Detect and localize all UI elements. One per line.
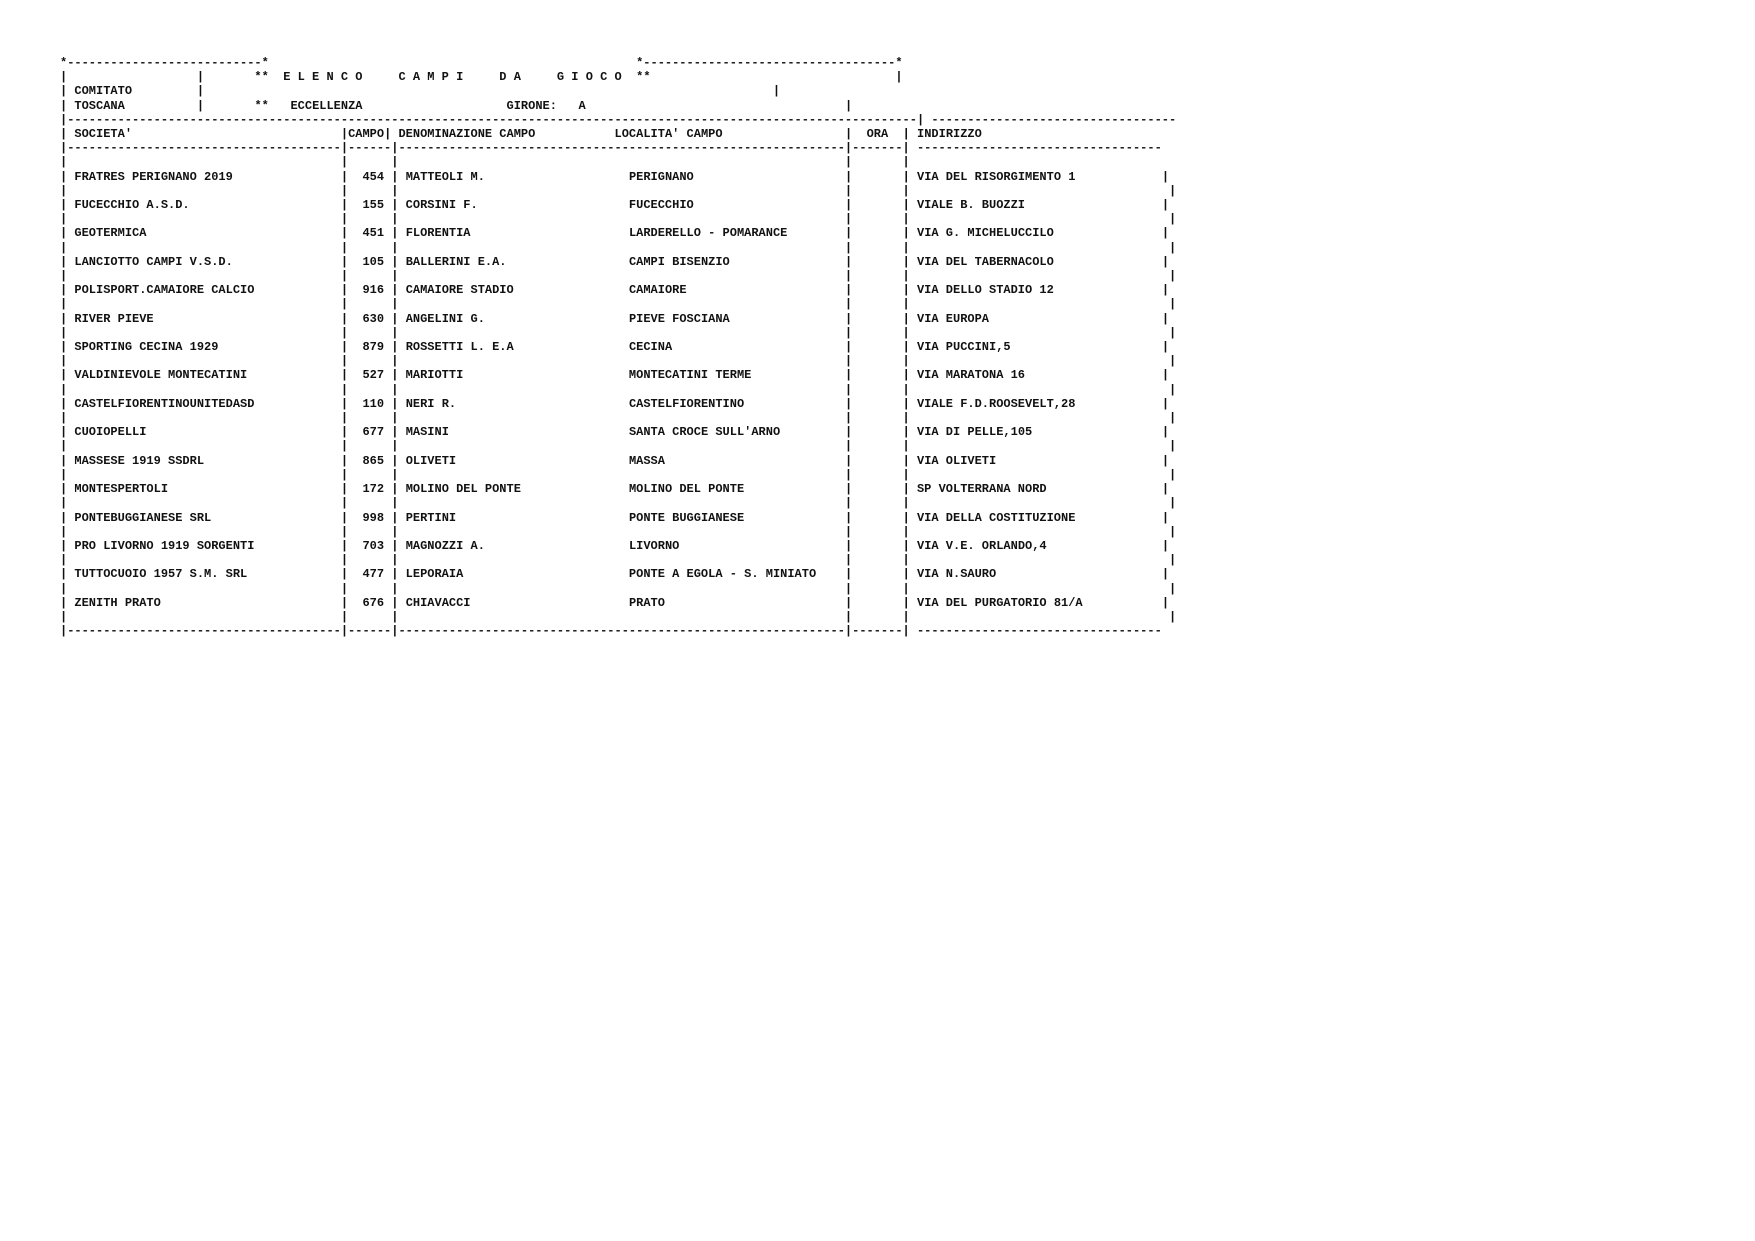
spacer-line: | | | | | | — [60, 240, 1177, 255]
cell-campo: 676 — [362, 595, 385, 610]
cell-denominazione: NERI R. — [405, 396, 457, 411]
spacer-line: | | | | | | — [60, 524, 1177, 539]
cell-denominazione: ANGELINI G. — [405, 311, 485, 326]
girone-value: A — [578, 98, 586, 113]
column-header-border: |--------------------------------------|------|--------------------------------------------------------------|-------| ---------------------------------- — [60, 141, 1162, 156]
cell-indirizzo: VIA DEL RISORGIMENTO 1 — [917, 169, 1076, 184]
girone-label: GIRONE: — [506, 98, 557, 113]
comitato-value: TOSCANA — [74, 98, 125, 113]
cell-denominazione: MOLINO DEL PONTE — [405, 482, 521, 497]
header-top-border: *---------------------------* *-----------------------------------* — [60, 56, 903, 70]
cell-indirizzo: SP VOLTERRANA NORD — [916, 482, 1047, 497]
cell-societa: GEOTERMICA — [74, 226, 147, 241]
table-row: | RIVER PIEVE | 630 | ANGELINI G. PIEVE FOSCIANA | | VIA EUROPA | — [60, 311, 1170, 326]
cell-localita: PIEVE FOSCIANA — [628, 311, 730, 326]
cell-localita: PONTE A EGOLA - S. MINIATO — [628, 567, 817, 582]
header-bottom-border: |----------------------------------------------------------------------------------------------------------------------| ---------------------------------- — [60, 112, 1177, 127]
cell-localita: PRATO — [628, 595, 665, 610]
cell-localita: CECINA — [628, 340, 673, 355]
cell-campo: 879 — [362, 340, 385, 355]
spacer-line: | | | | | | — [60, 553, 1177, 568]
cell-denominazione: ROSSETTI L. E.A — [405, 340, 514, 355]
cell-localita: PERIGNANO — [628, 169, 694, 184]
table-row: | FRATRES PERIGNANO 2019 | 454 | MATTEOLI M. PERIGNANO | | VIA DEL RISORGIMENTO 1 | — [60, 169, 1170, 184]
header-comitato-line: | COMITATO | | — [60, 84, 781, 99]
table-row: | MONTESPERTOLI | 172 | MOLINO DEL PONTE MOLINO DEL PONTE | | SP VOLTERRANA NORD | — [60, 482, 1170, 497]
spacer-line: | | | | | | — [60, 467, 1177, 482]
cell-denominazione: MASINI — [405, 425, 449, 440]
report-title: E L E N C O C A M P I D A G I O C O — [283, 70, 622, 85]
cell-societa: CASTELFIORENTINOUNITEDASD — [74, 396, 255, 411]
cell-indirizzo: VIA DEL TABERNACOLO — [917, 254, 1054, 269]
cell-localita: PONTE BUGGIANESE — [628, 510, 745, 525]
cell-indirizzo: VIA DELLA COSTITUZIONE — [916, 510, 1076, 525]
spacer-line: | | | | | | — [60, 212, 1177, 227]
spacer-line: | | | | | | — [60, 183, 1177, 198]
table-row: | LANCIOTTO CAMPI V.S.D. | 105 | BALLERINI E.A. CAMPI BISENZIO | | VIA DEL TABERNACOLO | — [60, 254, 1170, 269]
cell-denominazione: OLIVETI — [405, 453, 457, 468]
cell-campo: 916 — [362, 283, 385, 298]
cell-societa: ZENITH PRATO — [74, 595, 161, 610]
table-row: | FUCECCHIO A.S.D. | 155 | CORSINI F. FUCECCHIO | | VIALE B. BUOZZI | — [60, 198, 1170, 213]
cell-societa: FRATRES PERIGNANO 2019 — [74, 169, 233, 184]
column-header-row: | SOCIETA' |CAMPO| DENOMINAZIONE CAMPO LOCALITA' CAMPO | ORA | INDIRIZZO — [60, 127, 982, 142]
cell-societa: LANCIOTTO CAMPI V.S.D. — [74, 254, 233, 269]
cell-indirizzo: VIALE B. BUOZZI — [916, 198, 1026, 213]
col-ora: ORA — [866, 127, 889, 142]
cell-denominazione: BALLERINI E.A. — [405, 254, 507, 269]
cell-denominazione: CORSINI F. — [405, 198, 478, 213]
cell-indirizzo: VIA N.SAURO — [916, 567, 997, 582]
table-row: | ZENITH PRATO | 676 | CHIAVACCI PRATO | | VIA DEL PURGATORIO 81/A | — [60, 595, 1170, 610]
cell-societa: RIVER PIEVE — [74, 311, 154, 326]
table-row: | MASSESE 1919 SSDRL | 865 | OLIVETI MASSA | | VIA OLIVETI | — [60, 453, 1170, 468]
table-row: | GEOTERMICA | 451 | FLORENTIA LARDERELLO - POMARANCE | | VIA G. MICHELUCCILO | — [60, 226, 1170, 241]
cell-localita: MONTECATINI TERME — [628, 368, 752, 383]
cell-campo: 105 — [362, 254, 385, 269]
cell-societa: PONTEBUGGIANESE SRL — [74, 510, 212, 525]
cell-societa: PRO LIVORNO 1919 SORGENTI — [74, 538, 255, 553]
cell-localita: CAMAIORE — [628, 283, 687, 298]
table-row: | TUTTOCUOIO 1957 S.M. SRL | 477 | LEPORAIA PONTE A EGOLA - S. MINIATO | | VIA N.SAURO | — [60, 567, 1170, 582]
table-row: | PONTEBUGGIANESE SRL | 998 | PERTINI PONTE BUGGIANESE | | VIA DELLA COSTITUZIONE | — [60, 510, 1170, 525]
cell-indirizzo: VIA DELLO STADIO 12 — [916, 283, 1054, 298]
col-indirizzo: INDIRIZZO — [917, 127, 982, 142]
cell-denominazione: MATTEOLI M. — [405, 169, 485, 184]
cell-localita: CAMPI BISENZIO — [628, 254, 730, 269]
table-row: | VALDINIEVOLE MONTECATINI | 527 | MARIOTTI MONTECATINI TERME | | VIA MARATONA 16 | — [60, 368, 1170, 383]
spacer-line: | | | | | | — [60, 297, 1177, 312]
cell-societa: MONTESPERTOLI — [74, 482, 169, 497]
header-region-line: | TOSCANA | ** ECCELLENZA GIRONE: A | — [60, 98, 853, 113]
cell-societa: POLISPORT.CAMAIORE CALCIO — [74, 283, 255, 298]
col-denominazione: DENOMINAZIONE CAMPO — [398, 127, 536, 142]
cell-societa: FUCECCHIO A.S.D. — [74, 198, 190, 213]
table-row: | POLISPORT.CAMAIORE CALCIO | 916 | CAMAIORE STADIO CAMAIORE | | VIA DELLO STADIO 12 | — [60, 283, 1170, 298]
cell-societa: VALDINIEVOLE MONTECATINI — [74, 368, 248, 383]
table-row: | PRO LIVORNO 1919 SORGENTI | 703 | MAGNOZZI A. LIVORNO | | VIA V.E. ORLANDO,4 | — [60, 538, 1170, 553]
cell-indirizzo: VIALE F.D.ROOSEVELT,28 — [916, 396, 1076, 411]
table-bottom-border: |--------------------------------------|------|--------------------------------------------------------------|-------| ---------------------------------- — [60, 624, 1162, 639]
cell-societa: SPORTING CECINA 1929 — [74, 340, 219, 355]
cell-indirizzo: VIA DI PELLE,105 — [917, 425, 1033, 440]
cell-denominazione: FLORENTIA — [405, 226, 471, 241]
spacer-line: | | | | | | — [60, 269, 1177, 284]
cell-campo: 454 — [362, 169, 385, 184]
cell-campo: 998 — [362, 510, 385, 525]
cell-denominazione: CAMAIORE STADIO — [405, 283, 514, 298]
cell-campo: 155 — [362, 198, 385, 213]
cell-societa: CUOIOPELLI — [74, 425, 147, 440]
cell-denominazione: LEPORAIA — [405, 567, 464, 582]
report-listing — [60, 56, 1176, 638]
header-title-line: | | ** E L E N C O C A M P I D A G I O C O ** | — [60, 70, 903, 85]
table-row: | CASTELFIORENTINOUNITEDASD | 110 | NERI R. CASTELFIORENTINO | | VIALE F.D.ROOSEVELT,28 | — [60, 396, 1170, 411]
cell-societa: MASSESE 1919 SSDRL — [74, 453, 205, 468]
cell-campo: 677 — [362, 425, 385, 440]
cell-localita: CASTELFIORENTINO — [628, 396, 745, 411]
cell-campo: 703 — [362, 538, 385, 553]
cell-indirizzo: VIA PUCCINI,5 — [917, 340, 1011, 355]
cell-campo: 527 — [362, 368, 385, 383]
spacer-line: | | | | | | — [60, 411, 1177, 426]
table-row: | SPORTING CECINA 1929 | 879 | ROSSETTI L. E.A CECINA | | VIA PUCCINI,5 | — [60, 340, 1170, 355]
spacer-line: | | | | | | — [60, 609, 1177, 624]
cell-localita: MOLINO DEL PONTE — [628, 482, 745, 497]
cell-denominazione: PERTINI — [405, 510, 457, 525]
cell-indirizzo: VIA MARATONA 16 — [916, 368, 1026, 383]
spacer-line: | | | | | | — [60, 439, 1177, 454]
categoria-label: ECCELLENZA — [290, 98, 363, 113]
spacer-line: | | | | | — [60, 155, 910, 170]
table-row: | CUOIOPELLI | 677 | MASINI SANTA CROCE SULL'ARNO | | VIA DI PELLE,105 | — [60, 425, 1170, 440]
cell-campo: 110 — [362, 396, 385, 411]
cell-denominazione: CHIAVACCI — [405, 595, 471, 610]
cell-campo: 451 — [362, 226, 385, 241]
cell-localita: FUCECCHIO — [628, 198, 694, 213]
cell-campo: 630 — [362, 311, 385, 326]
cell-campo: 477 — [362, 567, 385, 582]
comitato-label: COMITATO — [74, 84, 133, 99]
cell-campo: 865 — [362, 453, 385, 468]
cell-localita: SANTA CROCE SULL'ARNO — [628, 425, 781, 440]
cell-localita: MASSA — [628, 453, 665, 468]
col-societa: SOCIETA' — [74, 127, 133, 142]
cell-indirizzo: VIA EUROPA — [917, 311, 990, 326]
spacer-line: | | | | | | — [60, 354, 1177, 369]
spacer-line: | | | | | | — [60, 581, 1177, 596]
col-campo: CAMPO — [348, 127, 385, 142]
cell-indirizzo: VIA V.E. ORLANDO,4 — [917, 538, 1047, 553]
cell-denominazione: MAGNOZZI A. — [405, 538, 485, 553]
cell-indirizzo: VIA DEL PURGATORIO 81/A — [917, 595, 1083, 610]
cell-campo: 172 — [362, 482, 385, 497]
cell-indirizzo: VIA OLIVETI — [917, 453, 997, 468]
spacer-line: | | | | | | — [60, 325, 1177, 340]
cell-indirizzo: VIA G. MICHELUCCILO — [917, 226, 1054, 241]
col-localita: LOCALITA' CAMPO — [614, 127, 723, 142]
spacer-line: | | | | | | — [60, 496, 1177, 511]
spacer-line: | | | | | | — [60, 382, 1177, 397]
cell-denominazione: MARIOTTI — [405, 368, 464, 383]
cell-localita: LIVORNO — [628, 538, 680, 553]
cell-localita: LARDERELLO - POMARANCE — [628, 226, 788, 241]
cell-societa: TUTTOCUOIO 1957 S.M. SRL — [74, 567, 248, 582]
